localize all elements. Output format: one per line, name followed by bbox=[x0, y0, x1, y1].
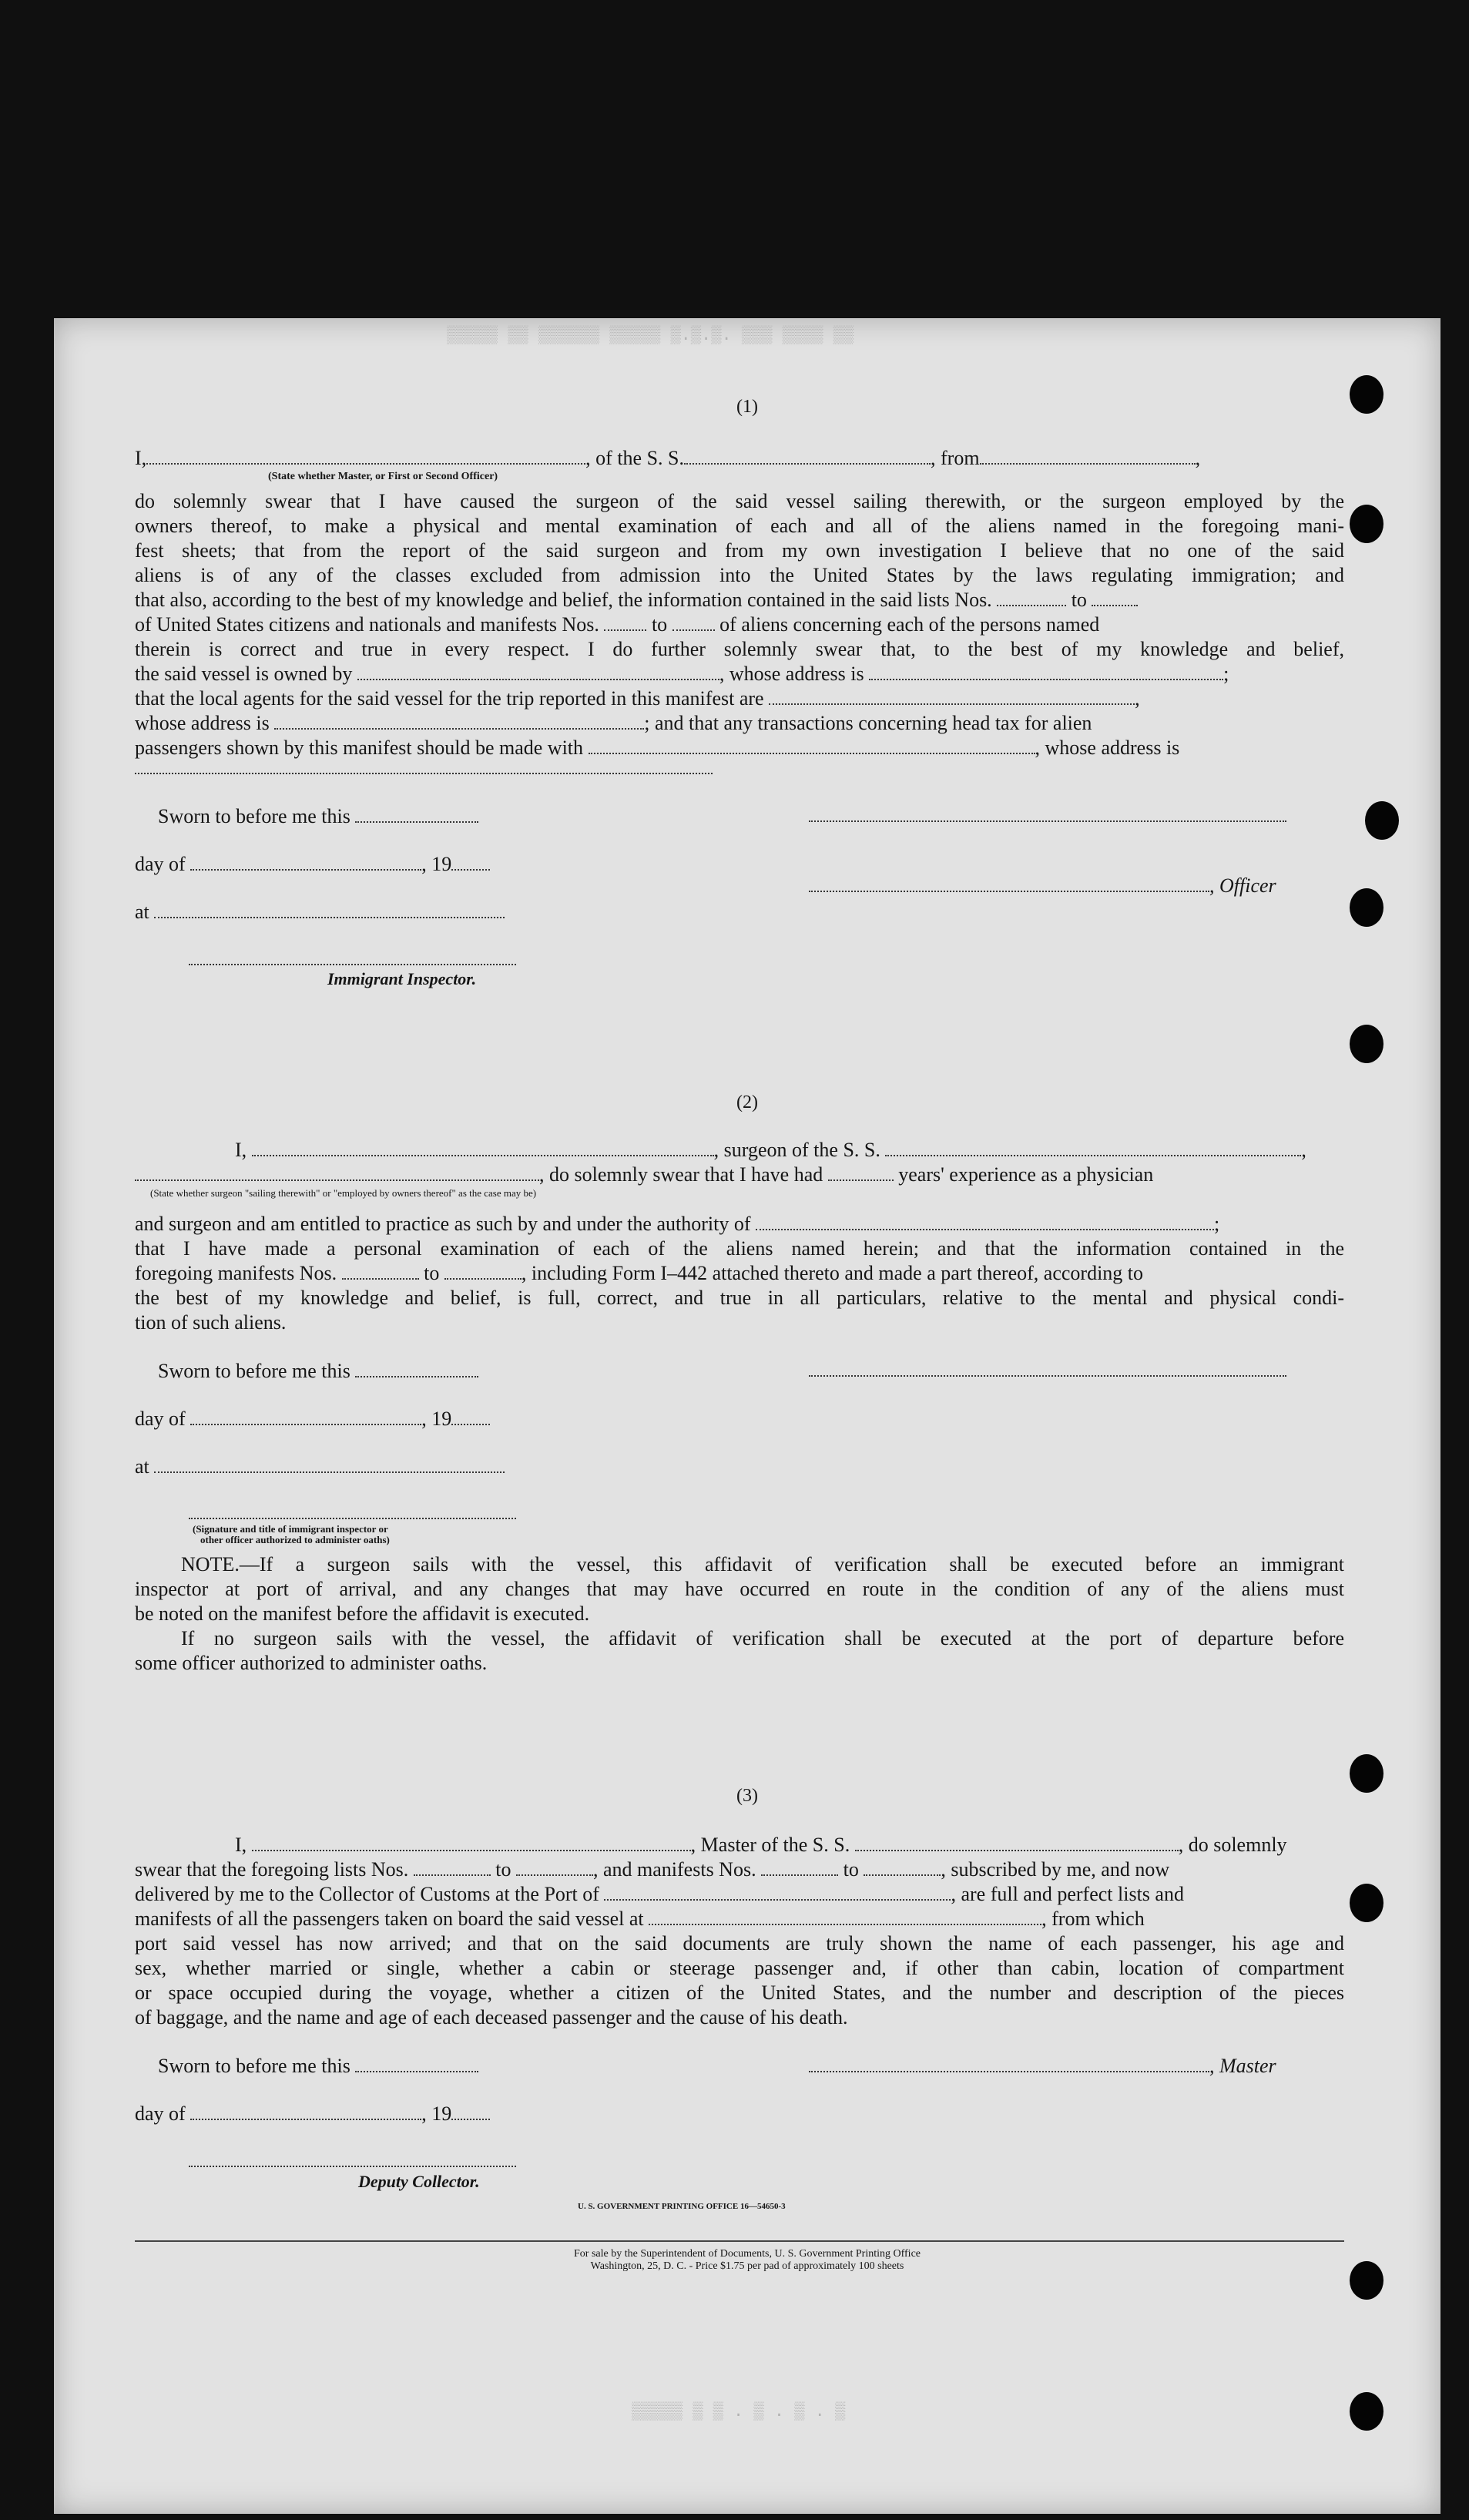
section-2-day-of: day of , 19 bbox=[135, 1408, 490, 1431]
section-3-text-line: delivered by me to the Collector of Customs at the Port of , are full and perfect lists and bbox=[135, 1883, 1184, 1905]
section-3-text-line: port said vessel has now arrived; and that on the said documents are truly shown the name of each passenger, his age and bbox=[135, 1932, 1344, 1955]
footer-line: For sale by the Superintendent of Documents, U. S. Government Printing Office bbox=[574, 2248, 921, 2260]
section-1-text-line: passengers shown by this manifest should be made with , whose address is bbox=[135, 737, 1180, 759]
section-1-inspector: Immigrant Inspector. bbox=[327, 969, 477, 988]
section-2-text-line: and surgeon and am entitled to practice as such by and under the authority of ; bbox=[135, 1213, 1220, 1235]
punch-hole bbox=[1365, 801, 1399, 840]
section-1-officer: , Officer bbox=[809, 874, 1276, 898]
section-1-number: (1) bbox=[736, 397, 758, 417]
section-3-collector-line bbox=[189, 2166, 516, 2167]
bleed-through-text: ▒▒▒▒▒ ▒▒ ▒▒▒▒▒▒ ▒▒▒▒▒ ▒.▒.▒. ▒▒▒ ▒▒▒▒ ▒▒ bbox=[447, 326, 854, 345]
section-2-note: some officer authorized to administer oaths. bbox=[135, 1652, 488, 1674]
section-2-signature-line bbox=[809, 1375, 1286, 1377]
section-2-text-line: tion of such aliens. bbox=[135, 1311, 287, 1334]
section-1-text-line: aliens is of any of the classes excluded from admission into the United States by the laws regulating immigration; and bbox=[135, 564, 1344, 586]
section-2-note: If no surgeon sails with the vessel, the affidavit of verification shall be executed at the port of departure before bbox=[181, 1627, 1344, 1649]
footer-rule bbox=[135, 2240, 1344, 2242]
form-sheet bbox=[54, 318, 1440, 2514]
section-1-text-line: of United States citizens and nationals and manifests Nos. to of aliens concerning each of the persons named bbox=[135, 613, 1100, 636]
section-1-at: at bbox=[135, 901, 505, 924]
punch-hole bbox=[1350, 2261, 1383, 2300]
section-2-inspector-line bbox=[189, 1518, 516, 1519]
section-3-master: , Master bbox=[809, 2055, 1276, 2078]
section-3-collector: Deputy Collector. bbox=[358, 2172, 480, 2191]
punch-hole bbox=[1350, 888, 1383, 927]
section-1-day-of: day of , 19 bbox=[135, 853, 490, 876]
section-1-text-line: that also, according to the best of my knowledge and belief, the information contained in the said lists Nos. to bbox=[135, 588, 1344, 612]
section-1-text-line: that the local agents for the said vessel for the trip reported in this manifest are , bbox=[135, 687, 1140, 710]
section-1-text-line: fest sheets; that from the report of the said surgeon and from my own investigation I believe that no one of the said bbox=[135, 539, 1344, 562]
footer-line: Washington, 25, D. C. - Price $1.75 per pad of approximately 100 sheets bbox=[590, 2260, 904, 2272]
section-3-day-of: day of , 19 bbox=[135, 2102, 490, 2126]
section-1-line-1: I, , of the S. S. , from , bbox=[135, 447, 1201, 469]
section-2-text-line: that I have made a personal examination of each of the aliens named herein; and that the information contained in the bbox=[135, 1237, 1344, 1260]
section-2-line-2: , do solemnly swear that I have had years' experience as a physician bbox=[135, 1163, 1344, 1187]
section-1-signature-line bbox=[809, 820, 1286, 822]
section-1-inspector-line bbox=[189, 964, 516, 965]
section-3-text-line: sex, whether married or single, whether a cabin or steerage passenger and, if other than cabin, location of compartment bbox=[135, 1957, 1344, 1979]
section-3-number: (3) bbox=[736, 1786, 758, 1806]
section-2-at: at bbox=[135, 1455, 505, 1478]
section-3-text-line: of baggage, and the name and age of each deceased passenger and the cause of his death. bbox=[135, 2006, 848, 2028]
gpo-imprint: U. S. GOVERNMENT PRINTING OFFICE 16—54650-3 bbox=[578, 2202, 786, 2211]
punch-hole bbox=[1350, 505, 1383, 543]
punch-hole bbox=[1350, 375, 1383, 414]
bleed-through-text: ▒▒▒▒▒ ▒ ▒ . ▒ . ▒ . ▒ bbox=[632, 2402, 846, 2421]
section-2-note: be noted on the manifest before the affidavit is executed. bbox=[135, 1602, 590, 1625]
section-1-address-line bbox=[135, 773, 713, 774]
section-3-sworn: Sworn to before me this bbox=[158, 2055, 478, 2078]
section-2-sig-caption: (Signature and title of immigrant inspector or bbox=[193, 1523, 388, 1535]
section-1-text-line: the said vessel is owned by , whose address is ; bbox=[135, 663, 1229, 685]
section-2-line-1: I, , surgeon of the S. S. , bbox=[235, 1139, 1306, 1161]
section-1-caption: (State whether Master, or First or Second Officer) bbox=[268, 471, 498, 482]
section-2-sworn: Sworn to before me this bbox=[158, 1360, 478, 1383]
section-3-line-1: I, , Master of the S. S. , do solemnly bbox=[235, 1834, 1287, 1856]
punch-hole bbox=[1350, 1025, 1383, 1063]
section-2-text-line: the best of my knowledge and belief, is full, correct, and true in all particulars, relative to the mental and physical condi- bbox=[135, 1287, 1344, 1309]
section-1-sworn: Sworn to before me this bbox=[158, 805, 478, 828]
section-1-text-line: whose address is ; and that any transactions concerning head tax for alien bbox=[135, 712, 1092, 734]
section-3-text-line: swear that the foregoing lists Nos. to , and manifests Nos. to , subscribed by me, and now bbox=[135, 1858, 1170, 1881]
punch-hole bbox=[1350, 2392, 1383, 2431]
section-1-text-line: do solemnly swear that I have caused the surgeon of the said vessel sailing therewith, or the surgeon employed by the bbox=[135, 490, 1344, 512]
section-2-number: (2) bbox=[736, 1092, 758, 1112]
section-3-text-line: or space occupied during the voyage, whether a citizen of the United States, and the number and description of the pieces bbox=[135, 1981, 1344, 2004]
section-2-note: NOTE.—If a surgeon sails with the vessel, this affidavit of verification shall be executed before an immigrant bbox=[181, 1553, 1344, 1575]
section-3-text-line: manifests of all the passengers taken on board the said vessel at , from which bbox=[135, 1908, 1145, 1930]
punch-hole bbox=[1350, 1884, 1383, 1922]
section-2-sig-caption: other officer authorized to administer oaths) bbox=[200, 1534, 390, 1545]
section-2-caption: (State whether surgeon "sailing therewith" or "employed by owners thereof" as the case may be) bbox=[150, 1187, 537, 1199]
section-2-note: inspector at port of arrival, and any changes that may have occurred en route in the condition of any of the aliens must bbox=[135, 1578, 1344, 1600]
section-1-text-line: owners thereof, to make a physical and mental examination of each and all of the aliens named in the foregoing mani- bbox=[135, 515, 1344, 537]
section-2-text-line: foregoing manifests Nos. to , including Form I–442 attached thereto and made a part thereof, according to bbox=[135, 1262, 1144, 1284]
section-1-text-line: therein is correct and true in every respect. I do further solemnly swear that, to the best of my knowledge and belief, bbox=[135, 638, 1344, 660]
punch-hole bbox=[1350, 1754, 1383, 1793]
